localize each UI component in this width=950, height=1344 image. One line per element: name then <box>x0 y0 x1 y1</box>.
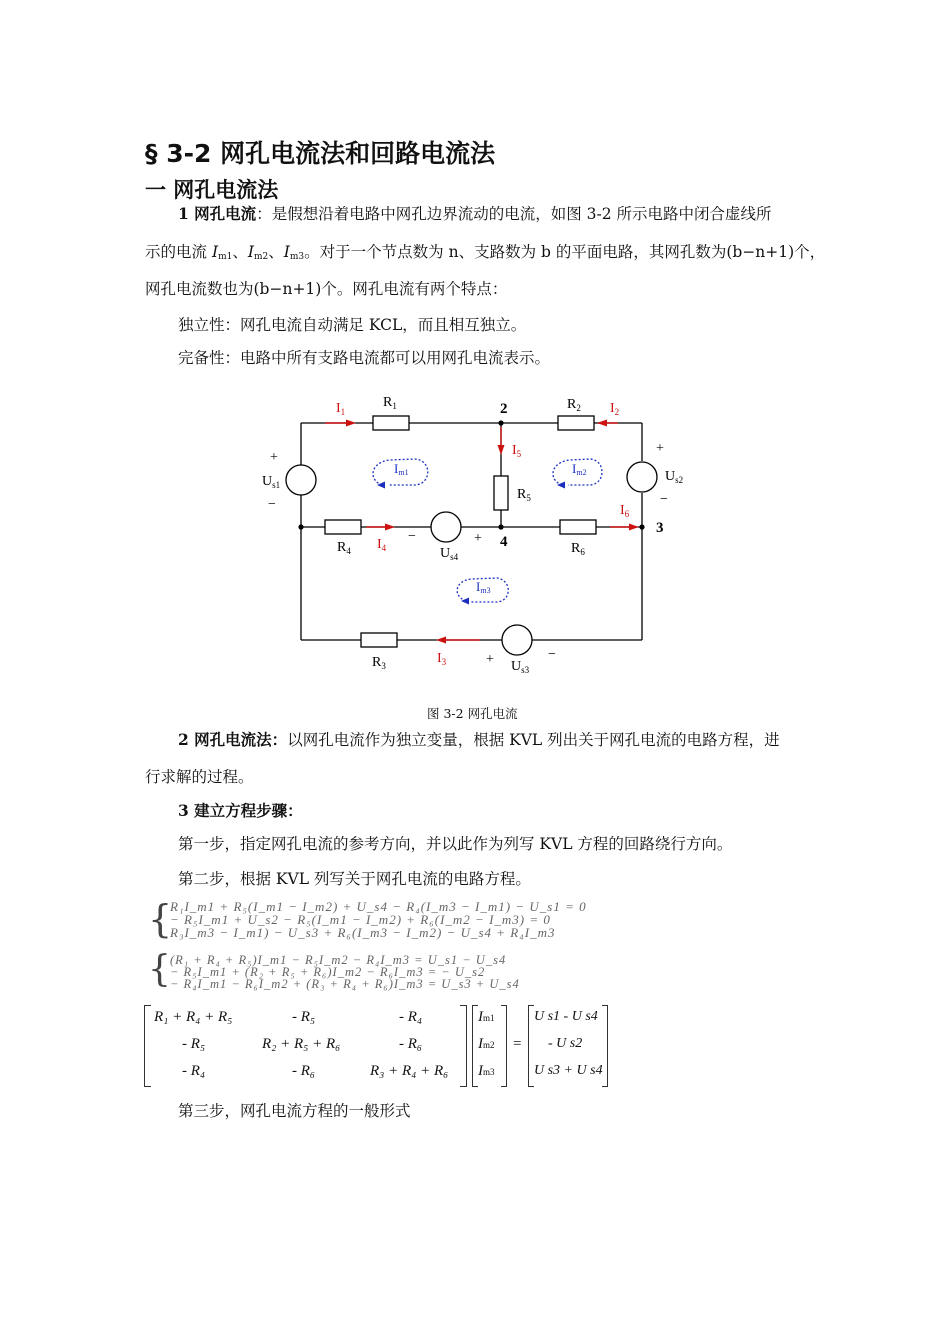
vector-cell: Im2 <box>478 1036 495 1052</box>
label-r1: $R_1$ <box>383 395 397 411</box>
arrow-left-icon <box>597 420 607 427</box>
matrix-cell: - R₄ <box>399 1009 423 1025</box>
paragraph-mesh-method <box>178 728 780 750</box>
paragraph-line: 行求解的过程。 <box>145 768 254 786</box>
matrix-cell: - R₄ <box>182 1063 206 1079</box>
matrix-cell: - R₆ <box>399 1036 423 1052</box>
label-i5: $I_5$ <box>512 443 522 459</box>
term-label: 2 网孔电流法： <box>178 730 288 749</box>
node-dot <box>639 524 644 529</box>
source-us4 <box>431 512 461 542</box>
node-dot <box>298 524 303 529</box>
equation-line: − R₄I_m1 − R₆I_m2 + (R₃ + R₄ + R₆)I_m3 = U_s3 + U_s4 <box>170 977 520 991</box>
steps-heading: 3 建立方程步骤： <box>178 801 303 820</box>
vector-cell: - U s2 <box>548 1036 583 1051</box>
resistor-r1 <box>373 416 409 430</box>
figure-caption: 图 3-2 网孔电流 <box>427 706 518 721</box>
matrix-cell: R₃ + R₄ + R₆ <box>370 1063 449 1079</box>
paragraph-line: 网孔电流数也为(b−n+1)个。网孔电流有两个特点： <box>145 280 508 298</box>
var-sub: m1 <box>218 252 233 262</box>
label-im2: Im2 <box>572 461 587 477</box>
polarity-plus: + <box>270 450 278 465</box>
brace-icon: { <box>148 949 171 990</box>
source-us1 <box>286 465 316 495</box>
equation-line: R₃I_m3 − I_m1) − U_s3 + R₆(I_m3 − I_m2) − U_s4 + R₄I_m3 <box>170 925 556 940</box>
vector-cell: U s1 - U s4 <box>534 1009 598 1024</box>
matrix-equation <box>144 1005 614 1089</box>
equation-line: − R₅I_m1 + (R₂ + R₅ + R₆)I_m2 − R₆I_m3 = − U_s2 <box>170 965 486 979</box>
label-i1: $I_1$ <box>336 401 346 417</box>
arrow-right-icon <box>629 524 639 531</box>
polarity-minus: − <box>268 497 276 512</box>
label-r4: $R_4$ <box>337 540 351 556</box>
equation-line: R₁I_m1 + R₅(I_m1 − I_m2) + U_s4 − R₄(I_m3 − I_m1) − U_s1 = 0 <box>170 899 587 914</box>
section-heading: 一 网孔电流法 <box>145 178 279 202</box>
sep: 、 <box>232 243 248 261</box>
page-title: § 3-2 网孔电流法和回路电流法 <box>145 139 496 168</box>
paragraph-text: 以网孔电流作为独立变量，根据 KVL 列出关于网孔电流的电路方程，进 <box>287 731 780 749</box>
node-dot <box>498 420 503 425</box>
equation-group-2 <box>148 949 908 994</box>
sep: 。 <box>304 243 320 261</box>
paragraph-line <box>145 240 825 262</box>
label-r3: $R_3$ <box>372 655 386 671</box>
label-us1: $U_{s1}$ <box>262 474 281 490</box>
var-sub: m2 <box>253 252 269 262</box>
step-1: 第一步，指定网孔电流的参考方向，并以此作为列写 KVL 方程的回路绕行方向。 <box>178 835 733 853</box>
matrix-cell: R₁ + R₄ + R₅ <box>154 1009 233 1025</box>
matrix-cell: - R₅ <box>182 1036 206 1052</box>
resistor-r6 <box>560 520 596 534</box>
resistor-r5 <box>494 476 508 510</box>
matrix-cell: - R₆ <box>292 1063 316 1079</box>
step-3: 第三步，网孔电流方程的一般形式 <box>178 1102 411 1120</box>
label-r6: $R_6$ <box>571 541 585 557</box>
matrix-cell: - R₅ <box>292 1009 316 1025</box>
label-r2: $R_2$ <box>567 397 581 413</box>
equals-sign: = <box>513 1036 522 1052</box>
paragraph-text: 对于一个节点数为 n、支路数为 b 的平面电路，其网孔数为(b−n+1)个， <box>319 243 826 261</box>
label-i4: $I_4$ <box>377 537 387 553</box>
label-us3: $U_{s3}$ <box>511 659 530 675</box>
polarity-plus: + <box>486 652 494 667</box>
feature-completeness: 完备性：电路中所有支路电流都可以用网孔电流表示。 <box>178 349 551 367</box>
label-i6: $I_6$ <box>620 503 630 519</box>
arrow-down-icon <box>498 445 505 455</box>
matrix-cell: R₂ + R₅ + R₆ <box>262 1036 341 1052</box>
var-i: I <box>283 243 290 261</box>
resistor-r3 <box>361 633 397 647</box>
equation-group-1 <box>148 897 948 944</box>
polarity-plus: + <box>474 531 482 546</box>
var-i: I <box>211 243 219 261</box>
resistor-r2 <box>558 416 594 430</box>
vector-cell: Im3 <box>478 1063 495 1079</box>
polarity-minus: − <box>408 529 416 544</box>
var-i: I <box>247 243 254 261</box>
node-label-2: 2 <box>500 401 508 417</box>
arrow-right-icon <box>385 524 395 531</box>
node-label-3: 3 <box>656 520 664 536</box>
arrow-right-icon <box>346 420 356 427</box>
vector-cell: Im1 <box>478 1009 495 1025</box>
polarity-minus: − <box>548 647 556 662</box>
arrow-left-icon <box>436 637 446 644</box>
feature-independence: 独立性：网孔电流自动满足 KCL，而且相互独立。 <box>178 316 527 334</box>
equation-line: − R₅I_m1 + U_s2 − R₅(I_m1 − I_m2) + R₆(I_m2 − I_m3) = 0 <box>170 912 551 927</box>
label-im3: Im3 <box>476 579 491 595</box>
polarity-plus: + <box>656 441 664 456</box>
label-r5: $R_5$ <box>517 487 531 503</box>
label-i2: $I_2$ <box>610 401 620 417</box>
paragraph-mesh-current <box>178 202 772 224</box>
resistor-r4 <box>325 520 361 534</box>
equation-line: (R₁ + R₄ + R₅)I_m1 − R₅I_m2 − R₄I_m3 = U_s1 − U_s4 <box>170 953 507 967</box>
circuit-diagram <box>250 390 684 690</box>
node-dot <box>498 524 503 529</box>
brace-icon: { <box>148 897 173 941</box>
label-us2: $U_{s2}$ <box>665 469 684 485</box>
source-us3 <box>502 625 532 655</box>
source-us2 <box>627 462 657 492</box>
vector-cell: U s3 + U s4 <box>534 1063 603 1078</box>
label-i3: $I_3$ <box>437 651 447 667</box>
paragraph-text: ：是假想沿着电路中网孔边界流动的电流，如图 3-2 所示电路中闭合虚线所 <box>256 205 772 223</box>
var-sub: m3 <box>289 252 305 262</box>
node-label-4: 4 <box>500 534 508 550</box>
paragraph-text: 示的电流 <box>145 243 212 261</box>
polarity-minus: − <box>660 492 668 507</box>
label-im1: Im1 <box>394 461 409 477</box>
term-label: 1 网孔电流 <box>178 204 257 223</box>
label-us4: $U_{s4}$ <box>440 546 459 562</box>
step-2: 第二步，根据 KVL 列写关于网孔电流的电路方程。 <box>178 870 531 888</box>
sep: 、 <box>268 243 284 261</box>
